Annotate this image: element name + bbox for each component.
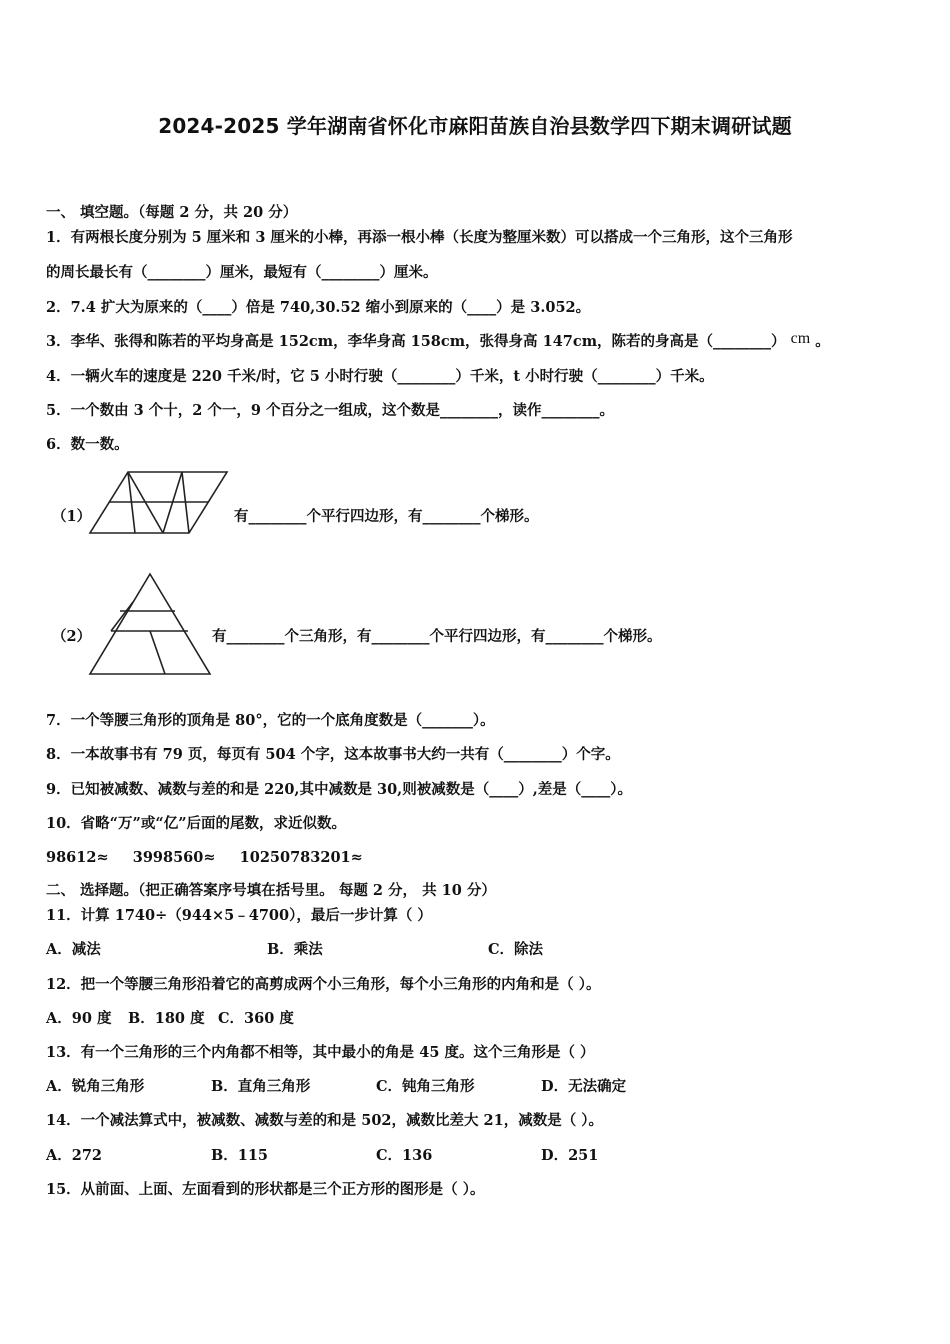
question-3-end: 。 [815, 333, 830, 350]
question-4: 4．一辆火车的速度是 220 千米/时，它 5 小时行驶（________）千米，t 小时行驶（________）千米。 [46, 368, 714, 385]
question-10: 10．省略“万”或“亿”后面的尾数，求近似数。 [46, 815, 347, 832]
parallelogram-figure [88, 470, 230, 536]
q12-option-b: B．180 度 [128, 1010, 205, 1027]
question-15: 15．从前面、上面、左面看到的形状都是三个正方形的图形是（ ）。 [46, 1181, 485, 1198]
question-7: 7．一个等腰三角形的顶角是 80°，它的一个底角度数是（_______）。 [46, 712, 495, 729]
question-3 [46, 332, 830, 352]
question-10-items [46, 848, 363, 868]
question-11: 11．计算 1740÷（944×5﹣4700），最后一步计算（ ） [46, 907, 432, 924]
question-6-2-label: （2） [52, 628, 92, 645]
q14-option-b: B．115 [211, 1147, 269, 1164]
question-1-line2: 的周长最长有（________）厘米，最短有（________）厘米。 [46, 264, 438, 281]
q14-option-d: D．251 [541, 1147, 599, 1164]
approx-item-1: 98612≈ [46, 849, 109, 866]
q12-option-a: A．90 度 [46, 1010, 112, 1027]
approx-item-2: 3998560≈ [132, 849, 216, 866]
question-3-unit: cm [790, 330, 811, 347]
question-12: 12．把一个等腰三角形沿着它的高剪成两个小三角形，每个小三角形的内角和是（ ）。 [46, 976, 601, 993]
question-12-options [46, 1009, 294, 1029]
page-title: 2024-2025 学年湖南省怀化市麻阳苗族自治县数学四下期末调研试题 [158, 114, 792, 138]
question-9: 9．已知被减数、减数与差的和是 220,其中减数是 30,则被减数是（____）,差是（____）。 [46, 781, 633, 798]
q11-option-a: A．减法 [46, 941, 101, 958]
approx-item-3: 10250783201≈ [239, 849, 363, 866]
q12-option-c: C．360 度 [218, 1010, 294, 1027]
question-8: 8．一本故事书有 79 页，每页有 504 个字，这本故事书大约一共有（________）个字。 [46, 746, 620, 763]
q13-option-c: C．钝角三角形 [376, 1078, 475, 1095]
q14-option-a: A．272 [46, 1147, 103, 1164]
q13-option-d: D．无法确定 [541, 1078, 627, 1095]
q11-option-b: B．乘法 [267, 941, 323, 958]
question-6-2-text: 有________个三角形，有________个平行四边形，有________个梯形。 [212, 628, 662, 645]
q14-option-c: C．136 [376, 1147, 433, 1164]
section2-heading: 二、 选择题。（把正确答案序号填在括号里。 每题 2 分， 共 10 分） [46, 882, 496, 899]
question-6-1-text: 有________个平行四边形，有________个梯形。 [234, 508, 539, 525]
q13-option-a: A．锐角三角形 [46, 1078, 145, 1095]
question-1-line1: 1．有两根长度分别为 5 厘米和 3 厘米的小棒，再添一根小棒（长度为整厘米数）可以搭成一个三角形，这个三角形 [46, 229, 793, 246]
question-13-options [46, 1077, 626, 1097]
question-2: 2．7.4 扩大为原来的（____）倍是 740,30.52 缩小到原来的（____）是 3.052。 [46, 299, 591, 316]
q13-option-b: B．直角三角形 [211, 1078, 311, 1095]
question-6: 6．数一数。 [46, 436, 129, 453]
question-3-text: 3．李华、张得和陈若的平均身高是 152cm，李华身高 158cm，张得身高 147cm，陈若的身高是（________） [46, 333, 786, 350]
triangle-figure [88, 572, 212, 676]
q11-option-c: C．除法 [488, 941, 544, 958]
question-11-options [46, 940, 543, 960]
question-13: 13．有一个三角形的三个内角都不相等，其中最小的角是 45 度。这个三角形是（ ） [46, 1044, 595, 1061]
section1-heading: 一、 填空题。（每题 2 分，共 20 分） [46, 204, 298, 221]
question-5: 5．一个数由 3 个十，2 个一，9 个百分之一组成，这个数是________，读作________。 [46, 402, 615, 419]
question-14: 14．一个减法算式中，被减数、减数与差的和是 502，减数比差大 21，减数是（ ）。 [46, 1112, 604, 1129]
question-6-1-label: （1） [52, 508, 92, 525]
question-14-options [46, 1146, 598, 1166]
